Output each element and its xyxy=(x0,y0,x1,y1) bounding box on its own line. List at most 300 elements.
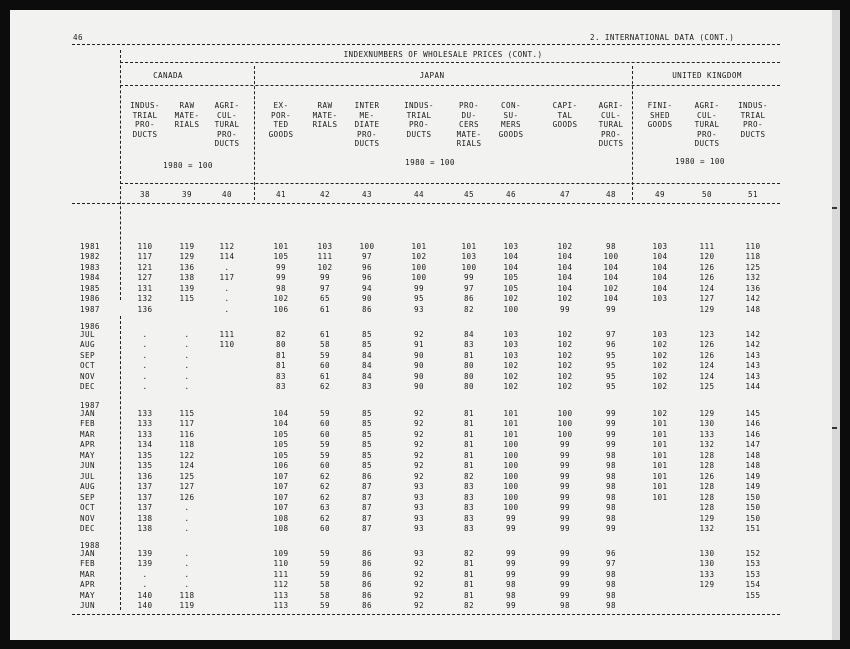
table-cell: 99 xyxy=(606,429,616,439)
row-label: OCT xyxy=(80,503,95,513)
scan-tick-mark xyxy=(832,427,837,429)
table-cell: 102 xyxy=(652,382,668,392)
table-cell: 98 xyxy=(606,461,616,471)
table-cell: 59 xyxy=(320,549,330,558)
group-japan-name: JAPAN xyxy=(419,71,445,80)
table-cell: 90 xyxy=(362,294,372,304)
column-number: 42 xyxy=(320,190,330,199)
table-cell: 86 xyxy=(362,304,372,314)
table-cell: 60 xyxy=(320,523,330,533)
table-cell: 99 xyxy=(506,523,516,533)
column-number: 39 xyxy=(182,190,192,199)
row-label: DEC xyxy=(80,523,95,533)
table-cell: 93 xyxy=(414,492,424,502)
row-label: MAR xyxy=(80,569,95,579)
table-cell: 80 xyxy=(276,340,286,350)
table-cell: 92 xyxy=(414,471,424,481)
table-cell: 81 xyxy=(464,419,474,429)
table-cell: 144 xyxy=(745,382,761,392)
table-cell: 99 xyxy=(560,590,570,600)
table-cell: 146 xyxy=(745,419,761,429)
row-label: JUN xyxy=(80,461,95,471)
table-cell: 102 xyxy=(503,361,519,371)
table-cell: 99 xyxy=(506,549,516,558)
table-cell: 107 xyxy=(273,503,289,513)
table-cell: . xyxy=(184,569,190,579)
table-cell: 82 xyxy=(464,304,474,314)
table-cell: . xyxy=(224,262,230,272)
table-cell: 99 xyxy=(560,471,570,481)
column-header-label: FINI- SHED GOODS xyxy=(647,101,673,130)
table-cell: 81 xyxy=(464,461,474,471)
table-cell: 125 xyxy=(699,382,715,392)
table-cell: . xyxy=(184,361,190,371)
table-cell: . xyxy=(142,569,148,579)
table-cell: 59 xyxy=(320,350,330,360)
table-cell: . xyxy=(142,350,148,360)
table-cell: 98 xyxy=(606,471,616,481)
table-cell: 102 xyxy=(557,294,573,304)
table-cell: 104 xyxy=(557,283,573,293)
table-cell: 104 xyxy=(557,273,573,283)
table-cell: 99 xyxy=(606,304,616,314)
table-cell: 95 xyxy=(606,350,616,360)
table-cell: 103 xyxy=(461,252,477,262)
table-cell: 97 xyxy=(464,283,474,293)
table-cell: 103 xyxy=(503,350,519,360)
row-label: SEP xyxy=(80,492,95,502)
table-cell: 108 xyxy=(273,523,289,533)
table-cell: 101 xyxy=(652,429,668,439)
table-cell: 100 xyxy=(503,492,519,502)
table-cell: 99 xyxy=(606,409,616,418)
table-cell: 101 xyxy=(652,450,668,460)
table-cell: 102 xyxy=(652,409,668,418)
divider-japan-uk xyxy=(632,66,633,200)
table-cell: . xyxy=(142,580,148,590)
table-cell: 148 xyxy=(745,461,761,471)
table-cell: 146 xyxy=(745,429,761,439)
table-cell: 58 xyxy=(320,340,330,350)
table-cell: 101 xyxy=(503,409,519,418)
table-cell: 142 xyxy=(745,294,761,304)
table-cell: 93 xyxy=(414,549,424,558)
table-cell: 129 xyxy=(699,304,715,314)
table-cell: 138 xyxy=(137,523,153,533)
table-cell: 149 xyxy=(745,482,761,492)
table-cell: 106 xyxy=(273,461,289,471)
table-cell: 83 xyxy=(464,340,474,350)
table-cell: 117 xyxy=(179,419,195,429)
column-header-label: CAPI- TAL GOODS xyxy=(552,101,578,130)
table-cell: 107 xyxy=(273,482,289,492)
table-cell: . xyxy=(224,304,230,314)
table-cell: 61 xyxy=(320,330,330,339)
table-cell: 83 xyxy=(276,382,286,392)
table-cell: 126 xyxy=(699,262,715,272)
table-cell: 103 xyxy=(652,294,668,304)
table-cell: 130 xyxy=(699,559,715,569)
row-label: MAY xyxy=(80,590,95,600)
table-cell: 92 xyxy=(414,569,424,579)
table-cell: 118 xyxy=(179,440,195,450)
table-cell: 123 xyxy=(699,330,715,339)
table-cell: 81 xyxy=(464,450,474,460)
table-cell: 99 xyxy=(560,513,570,523)
table-cell: 125 xyxy=(745,262,761,272)
table-cell: 103 xyxy=(503,330,519,339)
table-cell: 83 xyxy=(464,503,474,513)
table-cell: 100 xyxy=(503,503,519,513)
table-title: INDEXNUMBERS OF WHOLESALE PRICES (CONT.) xyxy=(343,50,543,59)
table-cell: 91 xyxy=(414,340,424,350)
column-header-label: INTER ME- DIATE PRO- DUCTS xyxy=(354,101,380,149)
table-cell: 92 xyxy=(414,330,424,339)
table-cell: 139 xyxy=(137,549,153,558)
table-cell: 119 xyxy=(179,242,195,251)
table-cell: 133 xyxy=(137,409,153,418)
column-number: 48 xyxy=(606,190,616,199)
table-cell: 86 xyxy=(362,549,372,558)
table-cell: 83 xyxy=(464,523,474,533)
table-cell: 99 xyxy=(606,419,616,429)
table-cell: 139 xyxy=(179,283,195,293)
table-cell: 102 xyxy=(557,330,573,339)
column-header-label: INDUS- TRIAL PRO- DUCTS xyxy=(404,101,434,139)
table-cell: 96 xyxy=(362,262,372,272)
table-cell: 92 xyxy=(414,601,424,611)
row-label: 1986 xyxy=(80,294,100,304)
row-label: NOV xyxy=(80,371,95,381)
table-cell: 133 xyxy=(699,429,715,439)
table-cell: 117 xyxy=(219,273,235,283)
table-cell: 98 xyxy=(276,283,286,293)
page-number: 46 xyxy=(73,33,83,42)
group-uk-base: 1980 = 100 xyxy=(675,157,725,166)
row-label: 1982 xyxy=(80,252,100,262)
group-canada-base: 1980 = 100 xyxy=(163,161,213,170)
row-label: OCT xyxy=(80,361,95,371)
table-cell: 102 xyxy=(603,283,619,293)
table-cell: 104 xyxy=(603,273,619,283)
table-cell: 154 xyxy=(745,580,761,590)
table-cell: 98 xyxy=(606,580,616,590)
table-cell: 84 xyxy=(362,350,372,360)
table-cell: 99 xyxy=(606,440,616,450)
table-cell: 92 xyxy=(414,461,424,471)
table-cell: 102 xyxy=(557,242,573,251)
table-cell: . xyxy=(184,559,190,569)
table-cell: . xyxy=(224,283,230,293)
table-cell: 99 xyxy=(560,492,570,502)
table-cell: 96 xyxy=(362,273,372,283)
table-cell: 92 xyxy=(414,440,424,450)
table-cell: 81 xyxy=(464,580,474,590)
table-cell: 96 xyxy=(606,340,616,350)
table-cell: 99 xyxy=(560,523,570,533)
table-cell: 142 xyxy=(745,330,761,339)
table-cell: 104 xyxy=(603,294,619,304)
table-cell: 99 xyxy=(414,283,424,293)
table-cell: 101 xyxy=(461,242,477,251)
table-left-border xyxy=(120,316,121,610)
table-cell: 98 xyxy=(506,590,516,600)
table-cell: 143 xyxy=(745,371,761,381)
table-cell: 93 xyxy=(414,523,424,533)
table-cell: 102 xyxy=(557,350,573,360)
table-cell: 59 xyxy=(320,601,330,611)
table-cell: 115 xyxy=(179,294,195,304)
row-label: JUN xyxy=(80,601,95,611)
table-cell: 132 xyxy=(745,273,761,283)
table-cell: 85 xyxy=(362,429,372,439)
table-cell: . xyxy=(142,330,148,339)
table-cell: 135 xyxy=(137,461,153,471)
table-cell: 87 xyxy=(362,482,372,492)
table-cell: 102 xyxy=(557,382,573,392)
table-cell: 102 xyxy=(273,294,289,304)
table-cell: 104 xyxy=(503,262,519,272)
row-label: APR xyxy=(80,580,95,590)
table-cell: 95 xyxy=(606,361,616,371)
column-header-label: INDUS- TRIAL PRO- DUCTS xyxy=(130,101,160,139)
column-number: 38 xyxy=(140,190,150,199)
table-cell: 81 xyxy=(276,350,286,360)
table-cell: 126 xyxy=(699,350,715,360)
table-cell: . xyxy=(184,340,190,350)
row-label: 1987 xyxy=(80,304,100,314)
table-cell: 120 xyxy=(699,252,715,262)
table-cell: 105 xyxy=(273,252,289,262)
table-cell: 62 xyxy=(320,482,330,492)
table-cell: 142 xyxy=(745,340,761,350)
table-cell: 107 xyxy=(273,471,289,481)
table-cell: 124 xyxy=(699,283,715,293)
table-cell: 92 xyxy=(414,409,424,418)
table-left-border xyxy=(120,50,121,300)
table-cell: 104 xyxy=(652,252,668,262)
table-cell: 99 xyxy=(320,273,330,283)
table-cell: 153 xyxy=(745,569,761,579)
table-cell: 105 xyxy=(503,283,519,293)
table-cell: 82 xyxy=(464,471,474,481)
table-cell: 111 xyxy=(699,242,715,251)
table-cell: 83 xyxy=(276,371,286,381)
table-cell: 113 xyxy=(273,590,289,600)
table-cell: 102 xyxy=(652,350,668,360)
table-cell: 92 xyxy=(414,559,424,569)
table-cell: 137 xyxy=(137,503,153,513)
table-cell: 105 xyxy=(273,440,289,450)
row-label: JUL xyxy=(80,471,95,481)
table-cell: 100 xyxy=(603,252,619,262)
table-cell: 150 xyxy=(745,492,761,502)
table-cell: 113 xyxy=(273,601,289,611)
column-number: 45 xyxy=(464,190,474,199)
table-cell: 115 xyxy=(179,409,195,418)
table-cell: 101 xyxy=(652,440,668,450)
table-cell: 107 xyxy=(273,492,289,502)
table-cell: 108 xyxy=(273,513,289,523)
table-cell: 99 xyxy=(464,273,474,283)
scan-tick-mark xyxy=(832,207,837,209)
table-cell: 60 xyxy=(320,361,330,371)
table-cell: 128 xyxy=(699,503,715,513)
row-label: 1981 xyxy=(80,242,100,251)
table-cell: 143 xyxy=(745,350,761,360)
table-cell: 98 xyxy=(606,569,616,579)
table-cell: 63 xyxy=(320,503,330,513)
table-cell: 114 xyxy=(219,252,235,262)
table-cell: 60 xyxy=(320,429,330,439)
table-cell: 92 xyxy=(414,580,424,590)
table-cell: 133 xyxy=(137,419,153,429)
table-cell: 86 xyxy=(362,601,372,611)
table-cell: 98 xyxy=(606,513,616,523)
table-cell: 122 xyxy=(179,450,195,460)
divider-canada-japan xyxy=(254,66,255,200)
row-label: 1985 xyxy=(80,283,100,293)
table-cell: 58 xyxy=(320,590,330,600)
table-cell: 99 xyxy=(276,262,286,272)
table-cell: 126 xyxy=(699,471,715,481)
table-cell: 100 xyxy=(503,440,519,450)
table-cell: 86 xyxy=(362,569,372,579)
table-cell: 102 xyxy=(557,340,573,350)
table-cell: 99 xyxy=(560,304,570,314)
table-cell: 99 xyxy=(506,559,516,569)
row-label: JAN xyxy=(80,409,95,418)
table-cell: 86 xyxy=(362,590,372,600)
table-cell: 104 xyxy=(652,283,668,293)
table-cell: 132 xyxy=(699,440,715,450)
table-cell: 93 xyxy=(414,513,424,523)
table-cell: 129 xyxy=(699,513,715,523)
table-cell: 93 xyxy=(414,482,424,492)
table-cell: . xyxy=(184,580,190,590)
table-cell: 101 xyxy=(652,492,668,502)
table-cell: 129 xyxy=(699,409,715,418)
table-cell: 116 xyxy=(179,429,195,439)
table-cell: 102 xyxy=(503,294,519,304)
table-cell: . xyxy=(184,523,190,533)
table-cell: 59 xyxy=(320,440,330,450)
table-cell: 99 xyxy=(506,569,516,579)
table-cell: 121 xyxy=(137,262,153,272)
table-cell: 101 xyxy=(652,471,668,481)
table-cell: 136 xyxy=(137,471,153,481)
table-cell: 137 xyxy=(137,482,153,492)
table-cell: 85 xyxy=(362,440,372,450)
table-cell: 97 xyxy=(606,559,616,569)
column-number: 43 xyxy=(362,190,372,199)
column-number: 46 xyxy=(506,190,516,199)
row-label: NOV xyxy=(80,513,95,523)
table-cell: 103 xyxy=(317,242,333,251)
table-cell: 111 xyxy=(219,330,235,339)
table-cell: 102 xyxy=(411,252,427,262)
table-cell: 135 xyxy=(137,450,153,460)
table-cell: 61 xyxy=(320,371,330,381)
table-cell: . xyxy=(184,330,190,339)
table-cell: 100 xyxy=(557,429,573,439)
row-label: MAR xyxy=(80,429,95,439)
table-cell: 82 xyxy=(464,601,474,611)
table-cell: 104 xyxy=(652,273,668,283)
table-cell: 140 xyxy=(137,590,153,600)
table-cell: 152 xyxy=(745,549,761,558)
table-cell: 99 xyxy=(560,580,570,590)
table-cell: 85 xyxy=(362,461,372,471)
table-cell: 81 xyxy=(464,350,474,360)
table-cell: 104 xyxy=(557,262,573,272)
table-cell: 93 xyxy=(414,304,424,314)
table-cell: 80 xyxy=(464,382,474,392)
row-label: 1984 xyxy=(80,273,100,283)
table-cell: 85 xyxy=(362,450,372,460)
table-cell: 100 xyxy=(557,409,573,418)
table-cell: 85 xyxy=(362,340,372,350)
table-cell: 150 xyxy=(745,513,761,523)
table-cell: 92 xyxy=(414,419,424,429)
table-cell: 99 xyxy=(560,440,570,450)
table-cell: 124 xyxy=(179,461,195,471)
table-cell: 128 xyxy=(699,450,715,460)
table-cell: 100 xyxy=(411,262,427,272)
column-header-label: EX- POR- TED GOODS xyxy=(268,101,294,139)
table-cell: 125 xyxy=(179,471,195,481)
table-cell: 80 xyxy=(464,361,474,371)
table-cell: 58 xyxy=(320,580,330,590)
table-cell: 82 xyxy=(464,549,474,558)
table-cell: 133 xyxy=(137,429,153,439)
table-cell: 95 xyxy=(414,294,424,304)
table-cell: 97 xyxy=(320,283,330,293)
table-cell: 102 xyxy=(652,371,668,381)
table-cell: 104 xyxy=(557,252,573,262)
rule-bottom xyxy=(72,614,780,615)
table-cell: 105 xyxy=(273,450,289,460)
row-label: JAN xyxy=(80,549,95,558)
column-header-label: AGRI- CUL- TURAL PRO- DUCTS xyxy=(694,101,720,149)
row-label: APR xyxy=(80,440,95,450)
column-header-label: RAW MATE- RIALS xyxy=(174,101,200,130)
table-cell: 111 xyxy=(273,569,289,579)
table-cell: 145 xyxy=(745,409,761,418)
table-cell: 124 xyxy=(699,371,715,381)
table-cell: 119 xyxy=(179,601,195,611)
row-label: FEB xyxy=(80,559,95,569)
period-heading: 1987 xyxy=(80,401,100,410)
table-cell: 132 xyxy=(699,523,715,533)
table-cell: 126 xyxy=(699,273,715,283)
table-cell: 112 xyxy=(219,242,235,251)
table-cell: 62 xyxy=(320,513,330,523)
table-cell: 83 xyxy=(362,382,372,392)
table-cell: 80 xyxy=(464,371,474,381)
table-cell: 110 xyxy=(137,242,153,251)
period-heading: 1986 xyxy=(80,322,100,331)
table-cell: 136 xyxy=(179,262,195,272)
row-label: AUG xyxy=(80,340,95,350)
table-cell: 62 xyxy=(320,492,330,502)
table-cell: 87 xyxy=(362,513,372,523)
table-cell: 81 xyxy=(464,409,474,418)
table-cell: 102 xyxy=(317,262,333,272)
column-header-label: AGRI- CUL- TURAL PRO- DUCTS xyxy=(598,101,624,149)
table-cell: 100 xyxy=(503,482,519,492)
table-cell: . xyxy=(184,503,190,513)
